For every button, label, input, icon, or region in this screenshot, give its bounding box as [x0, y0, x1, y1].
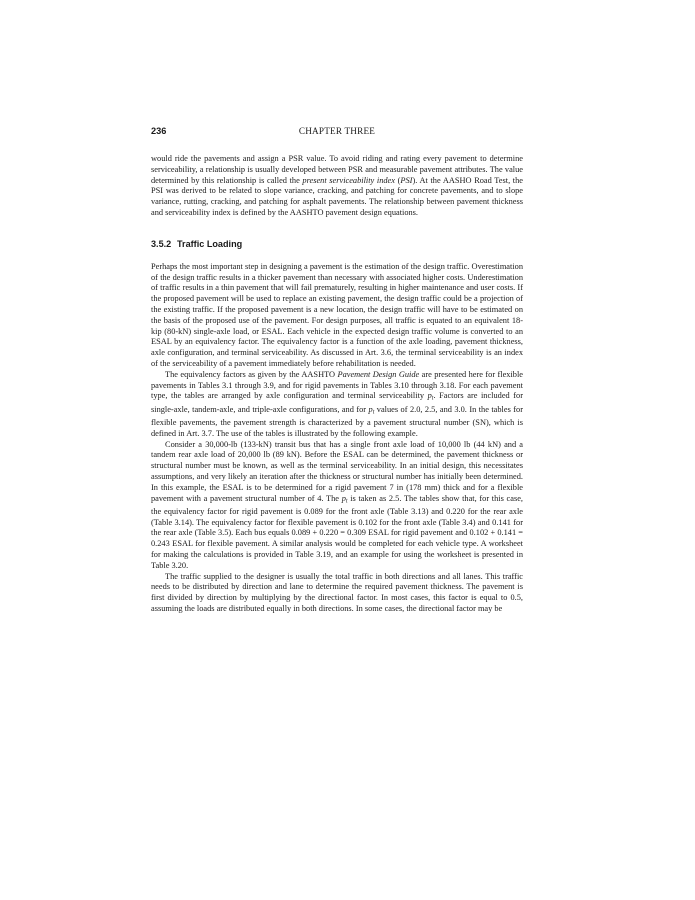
pt-symbol: $p_t$: [427, 391, 434, 402]
paragraph-traffic-estimation: Perhaps the most important step in designing a pavement is the estimation of the design traffic. Overestimation of the design traffic results in a thicker pavement than necessary with associated higher costs. Underestimation of traffic results in a thin pavement that will fail prematurely, resulting in higher maintenance and user costs. If the proposed pavement will be used to replace an existing pavement, the design traffic could be a projection of the existing traffic. If the proposed pavement is a new location, the design traffic will have to be estimated on the basis of the proposed use of the pavement. For design purposes, all traffic is equated to an equivalent 18-kip (80-kN) single-axle load, or ESAL. Each vehicle in the expected design traffic volume is converted to an ESAL by an equivalency factor. The equivalency factor is a function of the axle loading, pavement thickness, axle configuration, and terminal serviceability. As discussed in Art. 3.6, the terminal serviceability is an index of the serviceability of a pavement immediately before rehabilitation is needed.: [151, 261, 523, 368]
paragraph-bus-example: Consider a 30,000-lb (133-kN) transit bus that has a single front axle load of 10,000 lb (44 kN) and a tandem rear axle load of 20,000 lb (89 kN). Before the ESAL can be determined, the pavement thickness or structural number must be known, as well as the terminal serviceability. In an initial design, this necessitates assumptions, and very likely an iteration after the thickness or structural number has initially been determined. In this example, the ESAL is to be determined for a rigid pavement 7 in (178 mm) thick and for a flexible pavement with a pavement structural number of 4. The $p_t$ is taken as 2.5. The tables show that, for this case, the equivalency factor for rigid pavement is 0.089 for the front axle (Table 3.13) and 0.220 for the rear axle (Table 3.14). The equivalency factor for flexible pavement is 0.102 for the front axle (Table 3.4) and 0.141 for the rear axle (Table 3.5). Each bus equals 0.089 + 0.220 = 0.309 ESAL for rigid pavement and 0.102 + 0.141 = 0.243 ESAL for flexible pavement. A similar analysis would be completed for each vehicle type. A worksheet for making the calculations is provided in Table 3.19, and an example for using the worksheet is presented in Table 3.20.: [151, 439, 523, 570]
section-title: Traffic Loading: [177, 238, 243, 249]
chapter-title: CHAPTER THREE: [298, 126, 376, 136]
intro-paragraph: would ride the pavements and assign a PSR value. To avoid riding and rating every pavement to determine serviceability, a relationship is usually developed between PSR and measurable pavement attributes. The value determined by this relationship is called the present serviceability index (PSI). At the AASHO Road Test, the PSI was derived to be related to slope variance, cracking, and patching for concrete pavements, and to slope variance, rutting, cracking, and patching for asphalt pavements. The relationship between pavement thickness and serviceability index is defined by the AASHTO pavement design equations.: [151, 154, 523, 217]
psi-term: present serviceability index: [302, 175, 395, 185]
guide-title: Pavement Design Guide: [337, 369, 420, 379]
page-header: [151, 124, 523, 138]
pt-symbol: $p_t$: [341, 493, 348, 505]
pt-symbol: $p_t$: [368, 404, 375, 416]
section-heading: [151, 238, 523, 250]
page-number: 236: [151, 126, 167, 136]
paragraph-directional-distribution: The traffic supplied to the designer is usually the total traffic in both directions and all lanes. This traffic needs to be distributed by direction and lane to determine the required pavement thickness. The pavement is first divided by direction by multiplying by the directional factor. In most cases, this factor is equal to 0.5, assuming the loads are distributed equally in both directions. In some cases, the directional factor may be: [151, 571, 523, 613]
psi-abbreviation: PSI: [400, 175, 413, 185]
section-number: 3.5.2: [151, 238, 172, 249]
page-body: [151, 154, 523, 615]
paragraph-equivalency-factors: The equivalency factors as given by the AASHTO Pavement Design Guide are presented here for flexible pavements in Tables 3.1 through 3.9, and for rigid pavements in Tables 3.10 through 3.18. For each pavement type, the tables are arranged by axle configuration and terminal serviceability $p_t$. Factors are included for single-axle, tandem-axle, and triple-axle configurations, and for $p_t$ values of 2.0, 2.5, and 3.0. In the tables for flexible pavements, the pavement strength is characterized by a pavement structural number (SN), which is defined in Art. 3.7. The use of the tables is illustrated by the following example.: [151, 369, 524, 438]
document-page: [151, 124, 523, 615]
